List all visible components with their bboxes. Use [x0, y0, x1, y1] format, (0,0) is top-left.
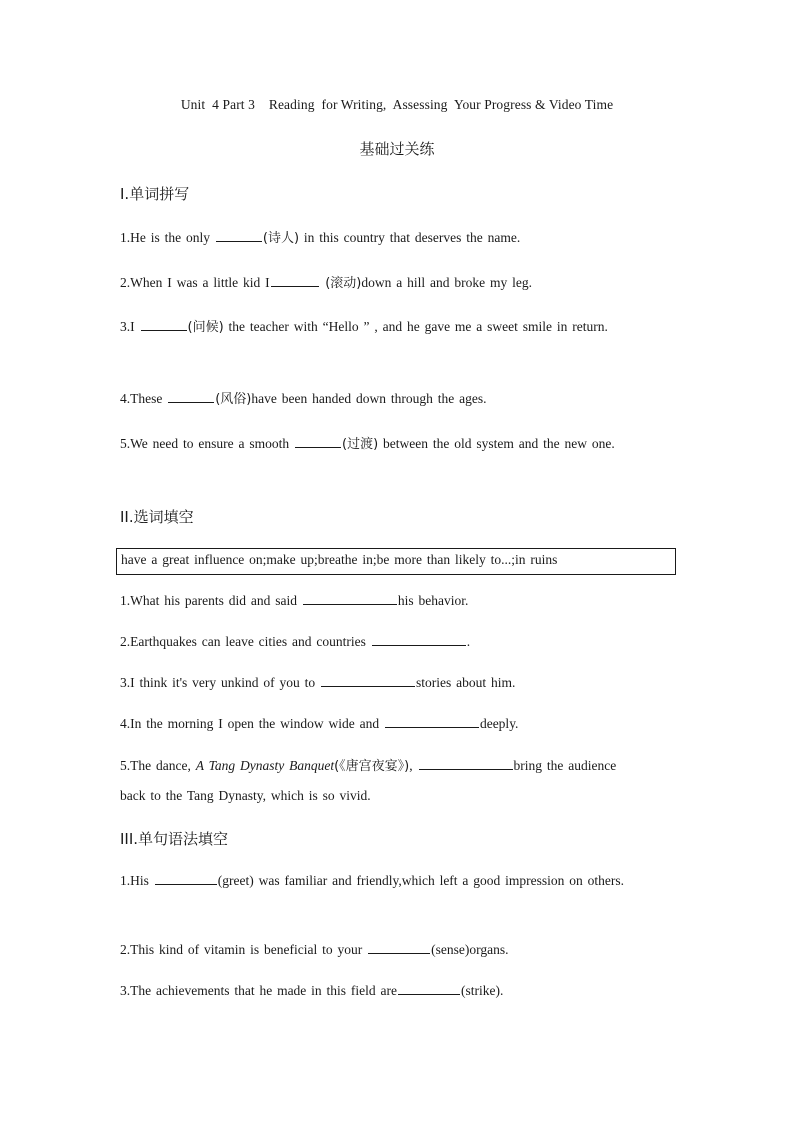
- answer-blank: [168, 389, 214, 403]
- word-bank-box: have a great influence on;make up;breathe in;be more than likely to...;in ruins: [116, 548, 676, 575]
- list-item: 2.When I was a little kid I (滚动)down a hill and broke my leg.: [120, 275, 532, 291]
- list-item: 5.The dance, A Tang Dynasty Banquet(《唐宫夜宴》), bring the audience back to the Tang Dynasty, which is so vivid.: [120, 758, 617, 803]
- list-item: 3.I think it's very unkind of you to stories about him.: [120, 675, 516, 690]
- answer-blank: [295, 434, 341, 448]
- list-item: 3.The achievements that he made in this field are (strike).: [120, 983, 504, 998]
- list-item: 2.Earthquakes can leave cities and countries .: [120, 634, 471, 649]
- answer-blank: [155, 871, 217, 885]
- list-item: 1.He is the only (诗人) in this country that deserves the name.: [120, 230, 521, 246]
- list-item: 4.These (风俗)have been handed down through the ages.: [120, 391, 487, 407]
- answer-blank: [368, 940, 430, 954]
- page-subtitle: 基础过关练: [359, 140, 435, 158]
- list-item: 4.In the morning I open the window wide and deeply.: [120, 716, 519, 731]
- list-item: 1.What his parents did and said his behavior.: [120, 593, 469, 608]
- answer-blank: [419, 756, 513, 770]
- answer-blank: [303, 591, 397, 605]
- answer-blank: [385, 714, 479, 728]
- answer-blank: [271, 273, 319, 287]
- answer-blank: [372, 632, 466, 646]
- list-item: 2.This kind of vitamin is beneficial to your (sense)organs.: [120, 942, 509, 957]
- list-item: 5.We need to ensure a smooth (过渡) between the old system and the new one.: [120, 436, 615, 452]
- section-heading-spelling: Ⅰ.单词拼写: [120, 185, 190, 203]
- list-item: 3.I (问候) the teacher with “Hello ” , and he gave me a sweet smile in return.: [120, 319, 608, 335]
- list-item: 1.His (greet) was familiar and friendly,which left a good impression on others.: [120, 873, 625, 888]
- page-title: Unit 4 Part 3 Reading for Writing, Assessing Your Progress & Video Time: [180, 97, 614, 112]
- answer-blank: [321, 673, 415, 687]
- answer-blank: [398, 981, 460, 995]
- section-heading-word-choice: II.选词填空: [120, 508, 194, 526]
- section-heading-grammar: III.单句语法填空: [120, 830, 229, 848]
- answer-blank: [216, 228, 262, 242]
- answer-blank: [141, 317, 187, 331]
